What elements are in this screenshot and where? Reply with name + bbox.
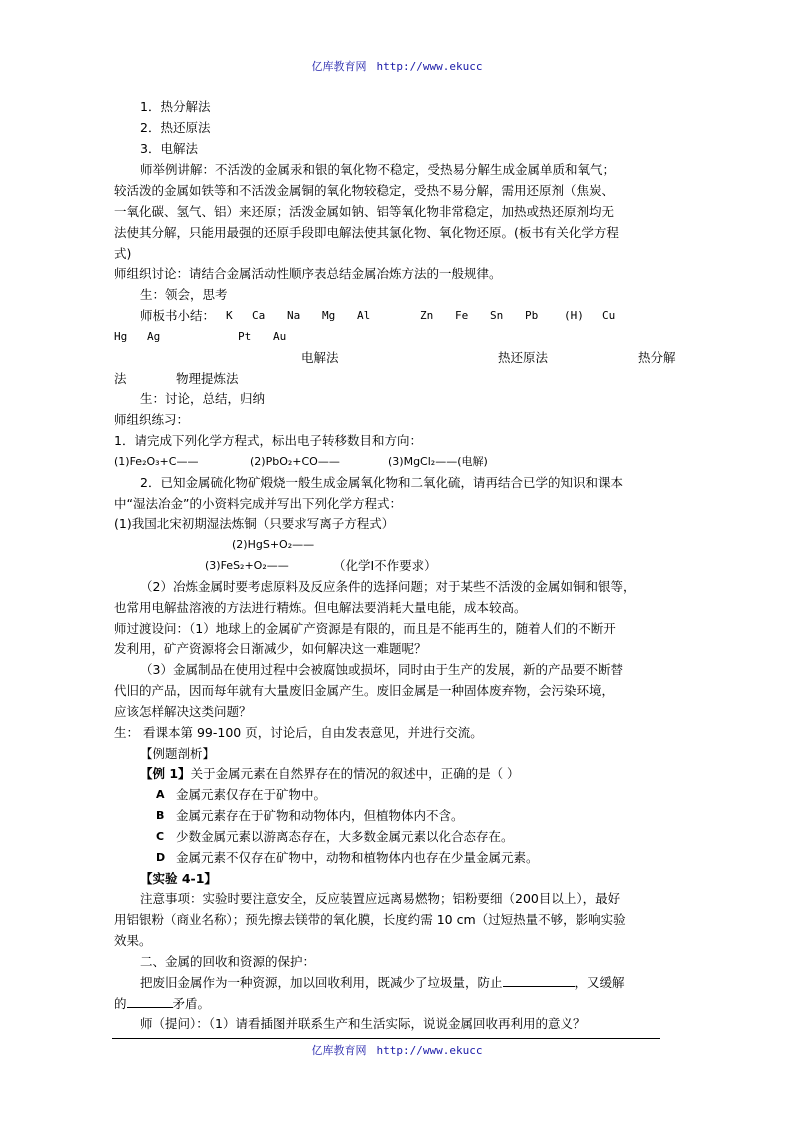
question-2-line-1: 2．已知金属硫化物矿煅烧一般生成金属氧化物和二氧化硫，请再结合已学的知识和课本 bbox=[140, 475, 623, 490]
fill-in-blank[interactable] bbox=[503, 974, 575, 987]
page-header bbox=[0, 58, 794, 74]
example-1-tag: 【例 1】 bbox=[140, 766, 191, 781]
example-1 bbox=[140, 764, 520, 784]
option-letter: B bbox=[156, 809, 165, 822]
recycle-text-2b: 矛盾。 bbox=[172, 996, 211, 1011]
header-url[interactable]: http://www.ekucc bbox=[376, 60, 483, 73]
question-2-item-1: (1)我国北宋初期湿法炼铜（只要求写离子方程式） bbox=[114, 516, 395, 531]
teacher-example-line-3: 一氧化碳、氢气、铝）来还原；活泼金属如钠、铝等氧化物非常稳定，加热或热还原剂均无 bbox=[114, 204, 615, 219]
activity-series-element: Pb bbox=[525, 309, 539, 322]
notes-line-2: 用铝银粉（商业名称）；预先擦去镁带的氧化膜，长度约需 10 cm（过短热量不够，影响实验 bbox=[114, 912, 626, 927]
option-letter: C bbox=[156, 830, 165, 843]
example-section-heading: 【例题剖析】 bbox=[140, 746, 216, 761]
section-2-heading: 二、金属的回收和资源的保护： bbox=[140, 954, 316, 969]
activity-series-element: Fe bbox=[455, 309, 469, 322]
student-response-1: 生：领会，思考 bbox=[140, 287, 228, 302]
activity-series-element: (H) bbox=[564, 309, 584, 322]
activity-series-element: Al bbox=[357, 309, 371, 322]
example-1-text: 关于金属元素在自然界存在的情况的叙述中，正确的是（ ） bbox=[190, 766, 520, 781]
paragraph-2-line-1: （2）冶炼金属时要考虑原料及反应条件的选择问题；对于某些不活泼的金属如铜和银等， bbox=[140, 579, 636, 594]
paragraph-3-line-3: 应该怎样解决这类问题？ bbox=[114, 704, 252, 719]
option-text: 少数金属元素以游离态存在，大多数金属元素以化合态存在。 bbox=[176, 829, 514, 844]
practice-heading: 师组织练习： bbox=[114, 412, 190, 427]
method-label-decomposition-end: 法 bbox=[114, 371, 127, 386]
option-letter: D bbox=[156, 851, 166, 864]
option-text: 金属元素不仅存在矿物中，动物和植物体内也存在少量金属元素。 bbox=[176, 850, 539, 865]
activity-series-element: Hg bbox=[114, 330, 128, 343]
activity-series-element: K bbox=[226, 309, 233, 322]
header-site-name: 亿库教育网 bbox=[311, 60, 367, 73]
teacher-example-line-1: 师举例讲解：不活泼的金属汞和银的氧化物不稳定，受热易分解生成金属单质和氧气； bbox=[140, 162, 616, 177]
question-2-item-2: (2)HgS+O₂—— bbox=[232, 538, 315, 551]
transition-line-1: 师过渡设问：（1）地球上的金属矿产资源是有限的，而且是不能再生的，随着人们的不断开 bbox=[114, 621, 616, 636]
experiment-heading: 【实验 4-1】 bbox=[140, 871, 217, 886]
paragraph-3-line-2: 代旧的产品，因而每年就有大量废旧金属产生。废旧金属是一种固体废弃物，会污染环境， bbox=[114, 683, 615, 698]
teacher-example-line-5: 式) bbox=[114, 246, 132, 261]
footer-divider bbox=[112, 1038, 660, 1039]
question-1: 1．请完成下列化学方程式，标出电子转移数目和方向： bbox=[114, 433, 422, 448]
summary-label: 师板书小结： bbox=[140, 308, 216, 323]
notes-line-1: 注意事项：实验时要注意安全，反应装置应远离易燃物；铝粉要细（200目以上），最好 bbox=[140, 891, 621, 906]
question-2-item-3-note: （化学Ⅰ不作要求） bbox=[333, 558, 437, 573]
activity-series-element: Zn bbox=[420, 309, 434, 322]
discussion-prompt: 师组织讨论：请结合金属活动性顺序表总结金属冶炼方法的一般规律。 bbox=[114, 266, 502, 281]
recycle-line-2 bbox=[114, 994, 210, 1014]
notes-line-3: 效果。 bbox=[114, 933, 152, 948]
equation-3: (3)MgCl₂——(电解) bbox=[388, 455, 488, 468]
teacher-example-line-4: 法使其分解，只能用最强的还原手段即电解法使其氯化物、氧化物还原。(板书有关化学方程 bbox=[114, 225, 619, 240]
method-label-decomposition: 热分解 bbox=[638, 350, 676, 365]
method-label-physical: 物理提炼法 bbox=[176, 371, 239, 386]
equation-1: (1)Fe₂O₃+C—— bbox=[114, 455, 199, 468]
fill-in-blank[interactable] bbox=[127, 995, 173, 1008]
transition-line-2: 发利用，矿产资源将会日渐减少，如何解决这一难题呢？ bbox=[114, 641, 427, 656]
page-footer bbox=[0, 1042, 794, 1058]
activity-series-element: Sn bbox=[490, 309, 504, 322]
recycle-line-1 bbox=[140, 973, 625, 993]
option-text: 金属元素仅存在于矿物中。 bbox=[176, 787, 327, 802]
footer-site-name: 亿库教育网 bbox=[311, 1044, 367, 1057]
method-2: 2．热还原法 bbox=[140, 120, 211, 135]
activity-series-element: Au bbox=[273, 330, 287, 343]
activity-series-element: Ca bbox=[252, 309, 266, 322]
teacher-example-line-2: 较活泼的金属如铁等和不活泼金属铜的氧化物较稳定，受热不易分解，需用还原剂（焦炭、 bbox=[114, 183, 615, 198]
footer-url[interactable]: http://www.ekucc bbox=[376, 1044, 483, 1057]
teacher-question: 师（提问）：（1）请看插图并联系生产和生活实际，说说金属回收再利用的意义？ bbox=[140, 1016, 586, 1031]
recycle-text-1a: 把废旧金属作为一种资源，加以回收利用，既减少了垃圾量，防止 bbox=[140, 975, 503, 990]
student-response-2: 生：讨论，总结，归纳 bbox=[140, 391, 266, 406]
question-2-line-2: 中“湿法冶金”的小资料完成并写出下列化学方程式： bbox=[114, 496, 402, 511]
option-letter: A bbox=[156, 788, 165, 801]
option-text: 金属元素存在于矿物和动物体内，但植物体内不含。 bbox=[176, 808, 464, 823]
method-label-reduction: 热还原法 bbox=[498, 350, 549, 365]
paragraph-2-line-2: 也常用电解盐溶液的方法进行精炼。但电解法要消耗大量电能，成本较高。 bbox=[114, 600, 527, 615]
activity-series-element: Ag bbox=[147, 330, 161, 343]
recycle-text-1b: ，又缓解 bbox=[574, 975, 625, 990]
method-label-electrolysis: 电解法 bbox=[301, 350, 339, 365]
method-3: 3．电解法 bbox=[140, 141, 198, 156]
paragraph-3-line-1: （3）金属制品在使用过程中会被腐蚀或损坏，同时由于生产的发展，新的产品要不断替 bbox=[140, 662, 623, 677]
activity-series-element: Mg bbox=[322, 309, 336, 322]
method-1: 1．热分解法 bbox=[140, 99, 211, 114]
question-2-item-3: (3)FeS₂+O₂—— bbox=[205, 559, 289, 572]
recycle-text-2a: 的 bbox=[114, 996, 127, 1011]
activity-series-element: Pt bbox=[238, 330, 252, 343]
equation-2: (2)PbO₂+CO—— bbox=[250, 455, 340, 468]
student-response-3: 生： 看课本第 99-100 页，讨论后，自由发表意见，并进行交流。 bbox=[114, 725, 483, 740]
activity-series-element: Cu bbox=[602, 309, 616, 322]
activity-series-element: Na bbox=[287, 309, 301, 322]
